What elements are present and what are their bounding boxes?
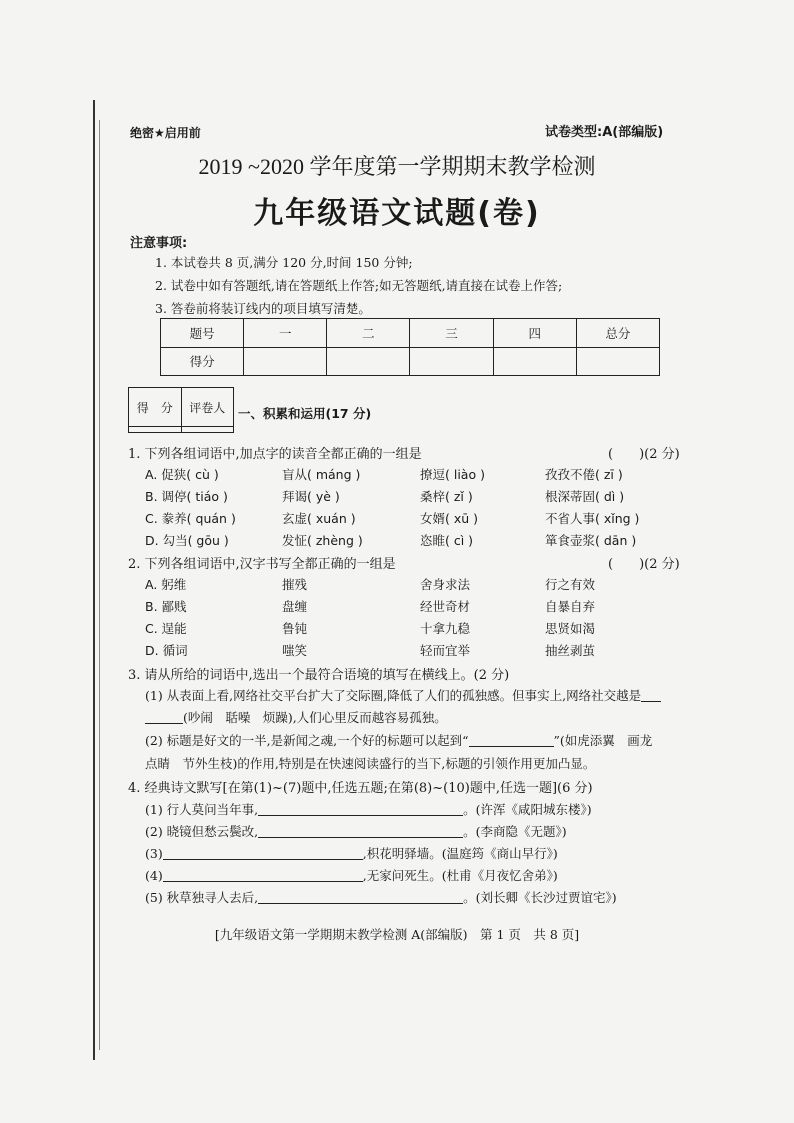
question-3-part2-line2: 点睛 节外生枝)的作用,特别是在快速阅读盛行的当下,标题的引领作用更加凸显。: [145, 756, 596, 771]
recitation-line: [145, 844, 558, 862]
q2-option: 摧残: [282, 577, 308, 592]
question-1-mark: ( )(2 分): [608, 447, 680, 462]
q1-option: 孜孜不倦( zī ): [545, 467, 623, 482]
q2-option: 轻而宜举: [420, 643, 471, 658]
q1-option: B. 调停( tiáo ): [145, 489, 228, 504]
notice-item: 3. 答卷前将装订线内的项目填写清楚。: [155, 301, 371, 316]
score-table-header: 一: [244, 319, 327, 348]
q2-option: 舍身求法: [420, 577, 471, 592]
exam-title: 2019 ~2020 学年度第一学期期末教学检测: [198, 154, 596, 179]
answer-blank[interactable]: [258, 801, 463, 816]
question-3-part1-text: (1) 从表面上看,网络社交平台扩大了交际圈,降低了人们的孤独感。但事实上,网络社交越是: [145, 688, 642, 703]
answer-blank[interactable]: [641, 687, 661, 702]
question-4-stem: 4. 经典诗文默写[在第(1)~(7)题中,任选五题;在第(8)~(10)题中,任选一题](6 分): [128, 781, 593, 796]
recitation-source: ,枳花明驿墙。(温庭筠《商山早行》): [362, 846, 558, 861]
grader-score-cell[interactable]: [129, 427, 182, 433]
recitation-source: 。(刘长卿《长沙过贾谊宅》): [463, 890, 617, 905]
binding-line: [93, 100, 95, 1060]
q2-option: 鲁钝: [282, 621, 308, 636]
section-heading: 一、积累和运用(17 分): [238, 406, 372, 421]
notice-item: 1. 本试卷共 8 页,满分 120 分,时间 150 分钟;: [155, 255, 413, 270]
binding-line-inner: [99, 120, 100, 1050]
q2-option: 嗤笑: [282, 643, 308, 658]
score-table-header: 四: [493, 319, 576, 348]
recitation-prompt: (5) 秋草独寻人去后,: [145, 890, 259, 905]
q2-option: B. 鄙贱: [145, 599, 187, 614]
recitation-prompt: (1) 行人莫问当年事,: [145, 802, 259, 817]
q1-option: 不省人事( xǐng ): [545, 511, 640, 526]
q2-option: D. 循词: [145, 643, 188, 658]
q1-option: 撩逗( liào ): [420, 467, 485, 482]
recitation-prompt: (4): [145, 868, 163, 883]
score-cell[interactable]: [493, 347, 576, 376]
score-table-header: 二: [327, 319, 410, 348]
score-table-header: 总分: [576, 319, 659, 348]
q2-option: 抽丝剥茧: [545, 643, 596, 658]
q1-option: C. 豢养( quán ): [145, 511, 236, 526]
question-3-part2-options: ”(如虎添翼 画龙: [553, 733, 653, 748]
recitation-source: ,无家问死生。(杜甫《月夜忆舍弟》): [362, 868, 558, 883]
q1-option: 拜谒( yè ): [282, 489, 340, 504]
score-table: [160, 318, 660, 376]
q1-option: D. 勾当( gōu ): [145, 533, 229, 548]
score-table-header: 三: [410, 319, 493, 348]
recitation-line: [145, 888, 617, 906]
page-footer: [九年级语文第一学期期末教学检测 A(部编版) 第 1 页 共 8 页]: [214, 927, 580, 942]
q2-option: 思贤如渴: [545, 621, 596, 636]
answer-blank[interactable]: [163, 845, 363, 860]
secret-label: 绝密★启用前: [130, 126, 201, 140]
answer-blank[interactable]: [258, 889, 463, 904]
recitation-line: [145, 866, 558, 884]
q2-option: A. 躬维: [145, 577, 187, 592]
answer-blank[interactable]: [258, 823, 463, 838]
q1-option: 根深蒂固( dì ): [545, 489, 625, 504]
grader-name-cell[interactable]: [181, 427, 234, 433]
q1-option: 发怔( zhèng ): [282, 533, 363, 548]
notice-heading: 注意事项:: [130, 236, 188, 251]
q2-option: C. 逞能: [145, 621, 187, 636]
question-2-stem: 2. 下列各组词语中,汉字书写全都正确的一组是: [128, 557, 396, 572]
q2-option: 盘缠: [282, 599, 308, 614]
q1-option: 恣睢( cì ): [420, 533, 474, 548]
question-3-part1-options: (吵闹 聒噪 烦躁),人们心里反而越容易孤独。: [183, 710, 447, 725]
q1-option: 盲从( máng ): [282, 467, 361, 482]
recitation-prompt: (2) 晓镜但愁云鬓改,: [145, 824, 259, 839]
question-3-part2-line1: [145, 731, 652, 749]
grader-score-label: 得 分: [129, 388, 182, 427]
answer-blank[interactable]: [163, 867, 363, 882]
grader-box: [128, 387, 234, 433]
score-row-label: 得分: [161, 347, 244, 376]
question-2-mark: ( )(2 分): [608, 557, 680, 572]
recitation-source: 。(许浑《咸阳城东楼》): [463, 802, 592, 817]
answer-blank[interactable]: [145, 709, 183, 724]
answer-blank[interactable]: [469, 732, 554, 747]
q1-option: 桑梓( zǐ ): [420, 489, 473, 504]
question-1-stem: 1. 下列各组词语中,加点字的读音全都正确的一组是: [128, 447, 422, 462]
q1-option: 女婿( xū ): [420, 511, 479, 526]
q2-option: 行之有效: [545, 577, 596, 592]
q1-option: 玄虚( xuán ): [282, 511, 356, 526]
exam-subject-title: 九年级语文试题(卷): [253, 196, 541, 231]
q2-option: 经世奇材: [420, 599, 471, 614]
question-3-part1-line2: [145, 708, 447, 726]
q2-option: 十拿九稳: [420, 621, 471, 636]
score-table-header: 题号: [161, 319, 244, 348]
q2-option: 自暴自弃: [545, 599, 596, 614]
notice-item: 2. 试卷中如有答题纸,请在答题纸上作答;如无答题纸,请直接在试卷上作答;: [155, 278, 563, 293]
recitation-line: [145, 800, 592, 818]
recitation-source: 。(李商隐《无题》): [463, 824, 567, 839]
score-cell[interactable]: [576, 347, 659, 376]
question-3-part1-line1: [145, 686, 661, 704]
q1-option: 箪食壶浆( dān ): [545, 533, 637, 548]
question-3-stem: 3. 请从所给的词语中,选出一个最符合语境的填写在横线上。(2 分): [128, 668, 510, 683]
paper-type-label: 试卷类型:A(部编版): [545, 125, 664, 140]
score-cell[interactable]: [244, 347, 327, 376]
score-cell[interactable]: [327, 347, 410, 376]
recitation-prompt: (3): [145, 846, 163, 861]
grader-name-label: 评卷人: [181, 388, 234, 427]
recitation-line: [145, 822, 567, 840]
question-3-part2-text: (2) 标题是好文的一半,是新闻之魂,一个好的标题可以起到“: [145, 733, 469, 748]
score-cell[interactable]: [410, 347, 493, 376]
q1-option: A. 促狭( cù ): [145, 467, 219, 482]
